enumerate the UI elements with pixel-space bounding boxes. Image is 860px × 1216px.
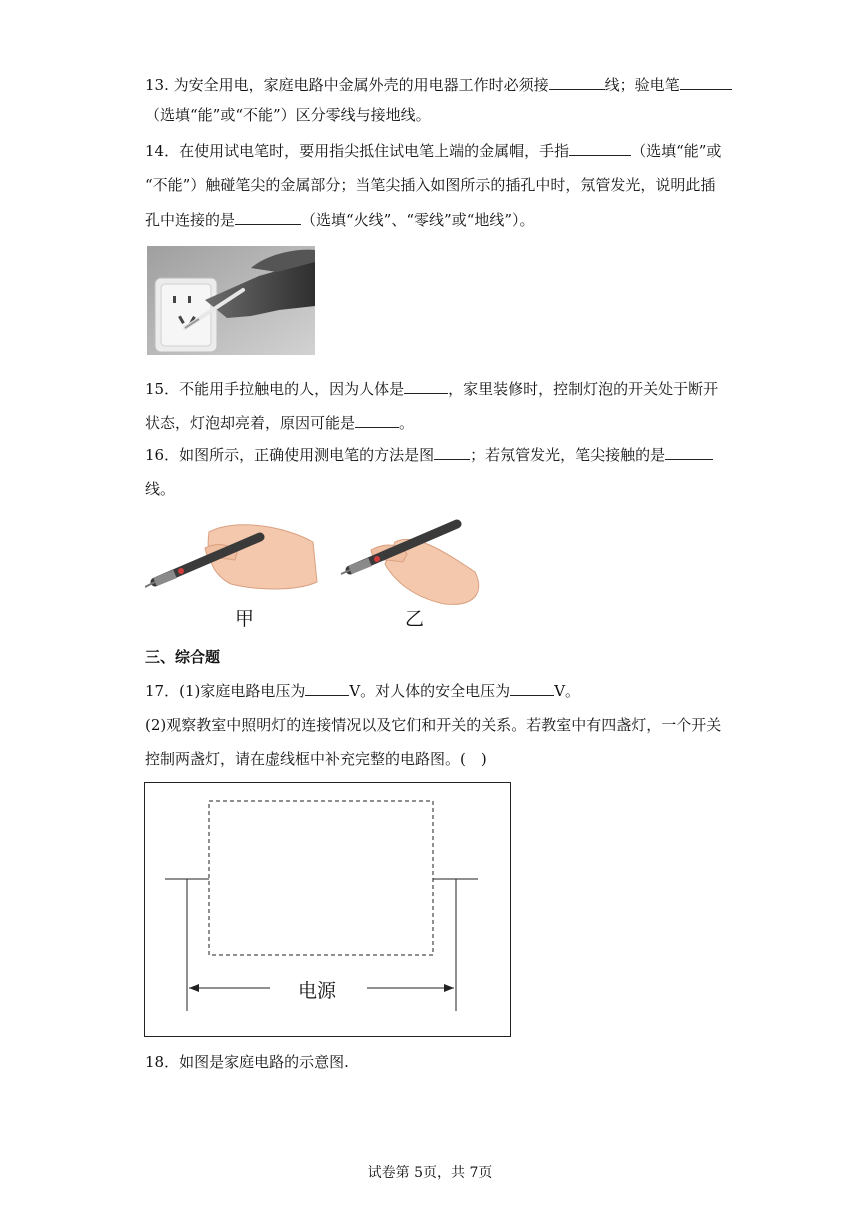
test-pen-hands-illustration [145, 512, 495, 632]
q16-text-a: 16．如图所示，正确使用测电笔的方法是图 [145, 446, 435, 464]
q17-line2: (2)观察教室中照明灯的连接情况以及它们和开关的关系。若教室中有四盏灯，一个开关 [145, 716, 722, 734]
answer-blank[interactable] [434, 445, 470, 460]
q15-line2 [145, 413, 414, 433]
q15-line1 [145, 379, 718, 399]
section-heading: 三、综合题 [145, 648, 221, 666]
q15-text-b: ，家里装修时，控制灯泡的开关处于断开 [448, 380, 719, 398]
q17-line3: 控制两盏灯，请在虚线框中补充完整的电路图。( ) [145, 750, 487, 768]
test-pen-figure [145, 512, 495, 632]
figure-label-jia: 甲 [235, 608, 255, 630]
socket-photo [147, 246, 315, 355]
arrow-head-right [444, 984, 454, 992]
answer-blank[interactable] [569, 141, 631, 156]
answer-blank[interactable] [404, 379, 448, 394]
q16-text-b: ；若氖管发光，笔尖接触的是 [470, 446, 666, 464]
q17-text-b: V。对人体的安全电压为 [349, 682, 511, 700]
answer-blank[interactable] [665, 445, 713, 460]
q13-line2: （选填“能”或“不能”）区分零线与接地线。 [145, 106, 431, 124]
q18-line1: 18．如图是家庭电路的示意图. [145, 1053, 349, 1071]
answer-blank[interactable] [235, 210, 301, 225]
q15-text-c: 状态，灯泡却亮着，原因可能是 [145, 414, 356, 432]
q15-text-d: 。 [399, 414, 415, 432]
q14-text-d: （选填“火线”、“零线”或“地线”）。 [301, 211, 535, 229]
q17-text-a: 17．(1)家庭电路电压为 [145, 682, 306, 700]
q16-line1 [145, 445, 713, 465]
answer-blank[interactable] [355, 413, 399, 428]
arrow-head-left [189, 984, 199, 992]
q15-text-a: 15．不能用手拉触电的人，因为人体是 [145, 380, 405, 398]
socket-tester-illustration [147, 246, 315, 355]
q17-line1 [145, 681, 580, 701]
q13-text-b: 线；验电笔 [604, 76, 680, 94]
power-source-label: 电源 [298, 980, 337, 1002]
figure-label-yi: 乙 [405, 608, 425, 630]
answer-blank[interactable] [510, 681, 554, 696]
q13-text-a: 13. 为安全用电，家庭电路中金属外壳的用电器工作时必须接 [145, 76, 549, 94]
answer-blank[interactable] [305, 681, 349, 696]
q16-line2: 线。 [145, 480, 176, 498]
q14-text-a: 14．在使用试电笔时，要用指尖抵住试电笔上端的金属帽，手指 [145, 142, 570, 160]
q13-line1 [145, 75, 732, 95]
q14-text-b: （选填“能”或 [631, 142, 722, 160]
answer-blank[interactable] [549, 75, 605, 90]
q17-text-c: V。 [554, 682, 581, 700]
q14-line3 [145, 210, 535, 230]
q14-line1 [145, 141, 721, 161]
q14-text-c: 孔中连接的是 [145, 211, 236, 229]
circuit-diagram-box [144, 782, 511, 1037]
page-footer: 试卷第 5页，共 7页 [367, 1165, 493, 1181]
q14-line2: “不能”）触碰笔尖的金属部分；当笔尖插入如图所示的插孔中时，氖管发光，说明此插 [145, 176, 716, 194]
dashed-drawing-area [209, 801, 433, 955]
answer-blank[interactable] [680, 75, 732, 90]
